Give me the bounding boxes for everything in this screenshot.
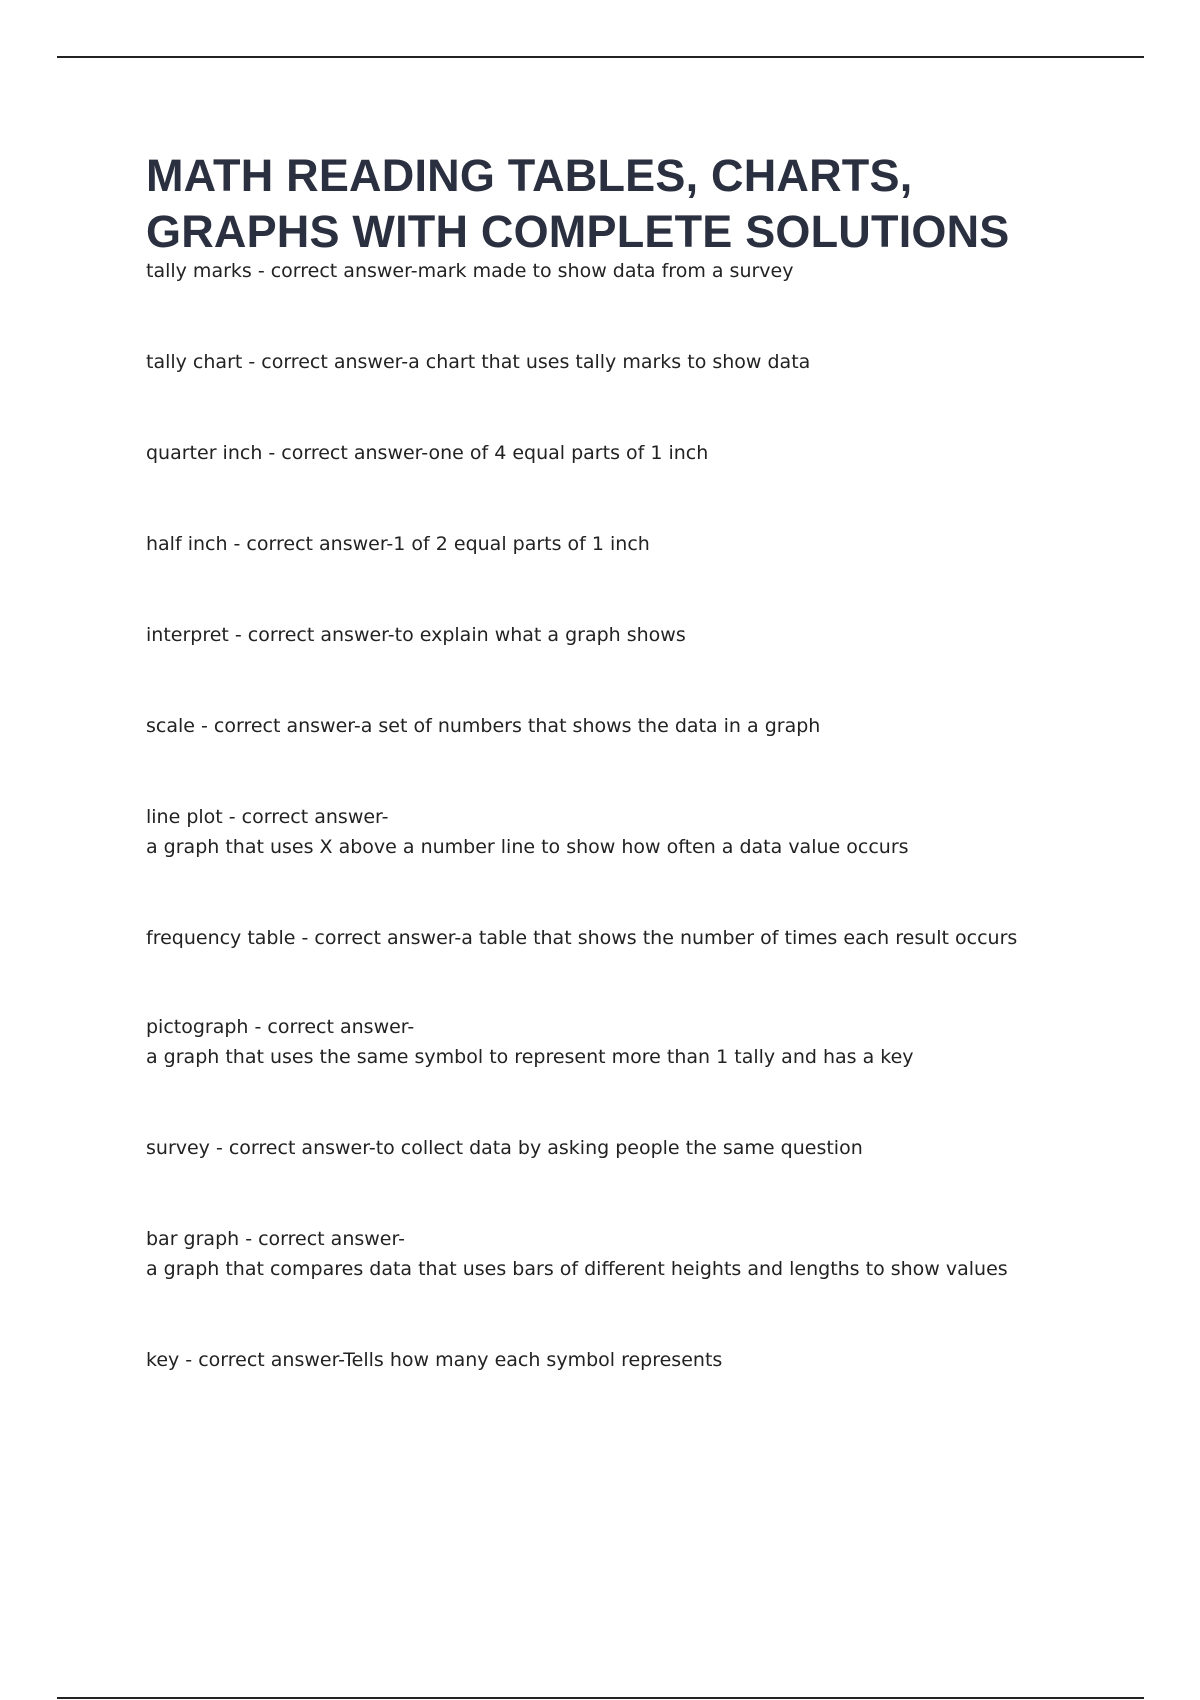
entry-scale xyxy=(146,711,820,741)
entry-line: scale - correct answer-a set of numbers that shows the data in a graph xyxy=(146,715,821,737)
entry-line-plot xyxy=(146,802,909,862)
entry-survey xyxy=(146,1133,863,1163)
entry-line: survey - correct answer-to collect data by asking people the same question xyxy=(146,1137,863,1159)
entry-interpret xyxy=(146,620,686,650)
entry-key xyxy=(146,1345,722,1375)
bottom-rule xyxy=(57,1697,1144,1699)
entry-quarter-inch xyxy=(146,438,708,468)
entry-line: line plot - correct answer- xyxy=(146,806,389,828)
entry-line: half inch - correct answer-1 of 2 equal parts of 1 inch xyxy=(146,533,650,555)
document-title xyxy=(146,148,1146,260)
entry-line: a graph that compares data that uses bars of different heights and lengths to show values xyxy=(146,1258,1008,1280)
entry-line: a graph that uses the same symbol to represent more than 1 tally and has a key xyxy=(146,1046,914,1068)
entry-frequency-table xyxy=(146,923,1017,953)
entry-line: tally chart - correct answer-a chart that uses tally marks to show data xyxy=(146,351,811,373)
entry-line: interpret - correct answer-to explain what a graph shows xyxy=(146,624,686,646)
entry-line: quarter inch - correct answer-one of 4 equal parts of 1 inch xyxy=(146,442,709,464)
title-line-2: GRAPHS WITH COMPLETE SOLUTIONS xyxy=(146,206,1010,257)
entry-line: bar graph - correct answer- xyxy=(146,1228,405,1250)
entry-line: a graph that uses X above a number line to show how often a data value occurs xyxy=(146,836,909,858)
entry-line: key - correct answer-Tells how many each symbol represents xyxy=(146,1349,723,1371)
entry-line: frequency table - correct answer-a table that shows the number of times each result occurs xyxy=(146,927,1018,949)
entry-pictograph xyxy=(146,1012,914,1072)
entry-bar-graph xyxy=(146,1224,1008,1284)
entry-half-inch xyxy=(146,529,650,559)
entry-tally-chart xyxy=(146,347,810,377)
entry-tally-marks xyxy=(146,256,793,286)
top-rule xyxy=(57,56,1144,58)
entry-line: pictograph - correct answer- xyxy=(146,1016,415,1038)
title-line-1: MATH READING TABLES, CHARTS, xyxy=(146,150,913,201)
entry-line: tally marks - correct answer-mark made to show data from a survey xyxy=(146,260,794,282)
